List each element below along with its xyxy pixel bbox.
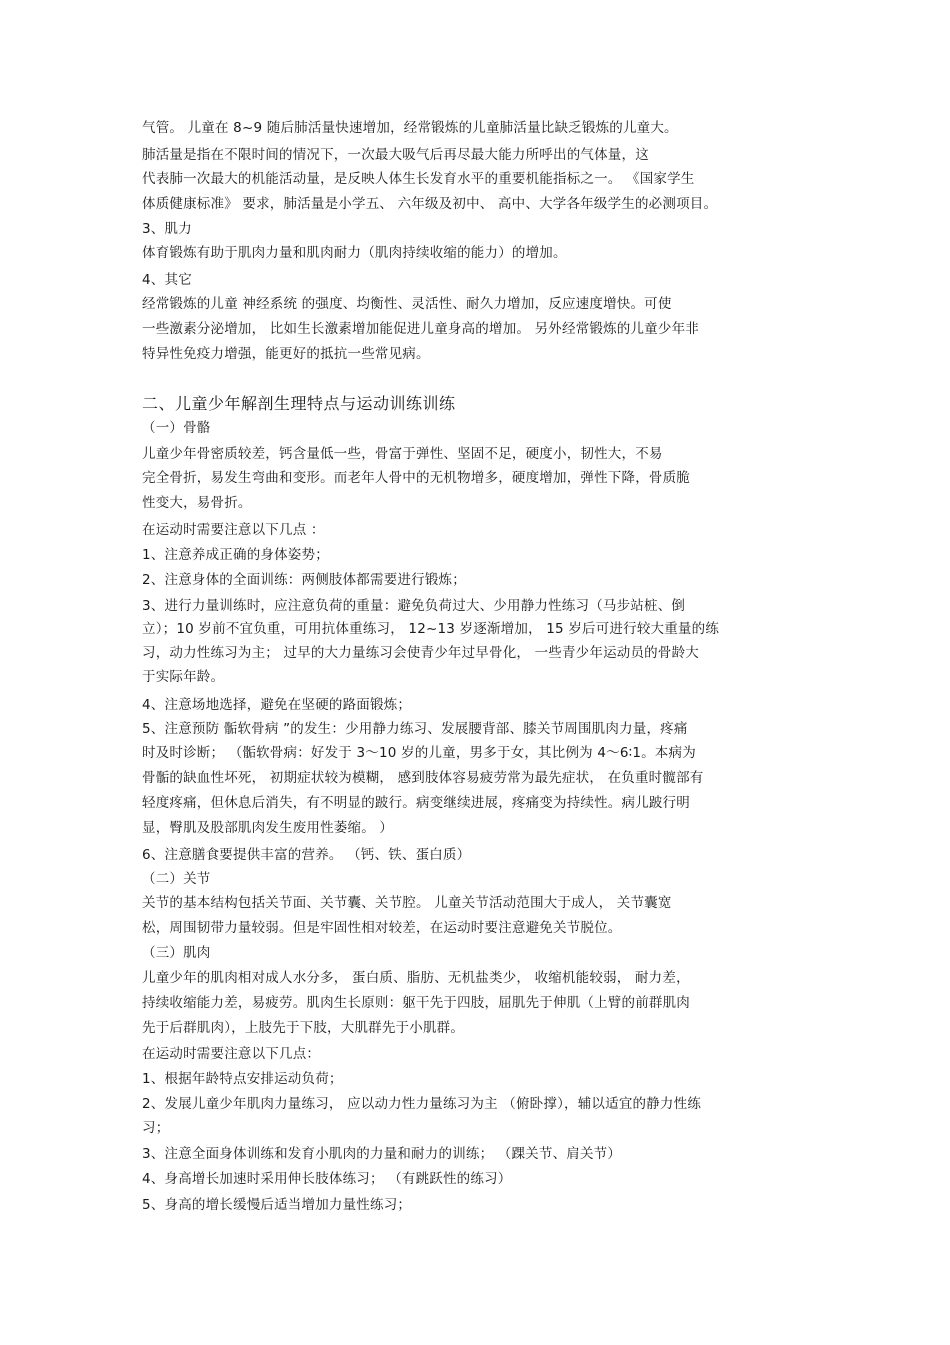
list-item: 1、注意养成正确的身体姿势； [142,547,329,563]
list-item: 4、身高增长加速时采用伸长肢体练习； （有跳跃性的练习） [142,1171,512,1187]
section-heading-4: 4、其它 [142,272,192,288]
chapter-heading: 二、儿童少年解剖生理特点与运动训练训练 [142,394,456,413]
list-item: 2、发展儿童少年肌肉力量练习， 应以动力性力量练习为主 （俯卧撑），辅以适宜的静力性练 [142,1096,702,1112]
text-line: 儿童少年骨密质较差，钙含量低一些，骨富于弹性、坚固不足，硬度小，韧性大，不易 [142,446,663,462]
text-line: 骨骺的缺血性坏死， 初期症状较为模糊， 感到肢体容易疲劳常为最先症状， 在负重时髋部有 [142,770,704,786]
text-line: 松，周围韧带力量较弱。但是牢固性相对较差，在运动时要注意避免关节脱位。 [142,920,622,936]
text-line: 性变大，易骨折。 [142,495,252,511]
text-line: 代表肺一次最大的机能活动量，是反映人体生长发育水平的重要机能指标之一。 《国家学生 [142,171,695,187]
text-line: 先于后群肌肉），上肢先于下肢，大肌群先于小肌群。 [142,1020,465,1036]
text-line: 体育锻炼有助于肌肉力量和肌肉耐力（肌肉持续收缩的能力）的增加。 [142,245,567,261]
text-line: 在运动时需要注意以下几点： [142,1046,321,1062]
list-item: 5、注意预防 骺软骨病 ”的发生：少用静力练习、发展腰背部、膝关节周围肌肉力量，疼痛 [142,721,688,737]
list-item: 3、进行力量训练时，应注意负荷的重量：避免负荷过大、少用静力性练习（马步站桩、倒 [142,598,686,614]
subsection-heading-bones: （一）骨骼 [142,420,211,436]
text-line: 气管。 儿童在 8~9 随后肺活量快速增加，经常锻炼的儿童肺活量比缺乏锻炼的儿童大。 [142,120,678,136]
list-item: 6、注意膳食要提供丰富的营养。 （钙、铁、蛋白质） [142,847,471,863]
list-item: 5、身高的增长缓慢后适当增加力量性练习； [142,1197,412,1213]
text-line: 在运动时需要注意以下几点 ： [142,522,325,538]
list-item: 4、注意场地选择，避免在坚硬的路面锻炼； [142,697,412,713]
text-line: 完全骨折，易发生弯曲和变形。而老年人骨中的无机物增多，硬度增加，弹性下降，骨质脆 [142,470,690,486]
text-line: 特异性免疫力增强，能更好的抵抗一些常见病。 [142,346,430,362]
text-line: 时及时诊断； （骺软骨病：好发于 3～10 岁的儿童，男多于女，其比例为 4～6∶1。本病为 [142,745,696,761]
text-line: 儿童少年的肌肉相对成人水分多， 蛋白质、脂肪、无机盐类少， 收缩机能较弱， 耐力差， [142,970,690,986]
subsection-heading-muscles: （三）肌肉 [142,945,211,961]
text-line: 轻度疼痛，但休息后消失，有不明显的跛行。病变继续进展，疼痛变为持续性。病儿跛行明 [142,795,690,811]
text-line: 一些激素分泌增加， 比如生长激素增加能促进儿童身高的增加。 另外经常锻炼的儿童少年非 [142,321,699,337]
text-line: 经常锻炼的儿童 神经系统 的强度、均衡性、灵活性、耐久力增加，反应速度增快。可使 [142,296,672,312]
text-line: 习； [142,1120,170,1136]
section-heading-3: 3、肌力 [142,221,192,237]
list-item: 1、根据年龄特点安排运动负荷； [142,1071,343,1087]
text-line: 习，动力性练习为主； 过早的大力量练习会使青少年过早骨化， 一些青少年运动员的骨龄大 [142,645,699,661]
text-line: 显，臀肌及股部肌肉发生废用性萎缩。 ） [142,820,394,836]
text-line: 关节的基本结构包括关节面、关节囊、关节腔。 儿童关节活动范围大于成人， 关节囊宽 [142,895,672,911]
subsection-heading-joints: （二）关节 [142,871,211,887]
list-item: 2、注意身体的全面训练：两侧肢体都需要进行锻炼； [142,572,466,588]
text-line: 立）；10 岁前不宜负重，可用抗体重练习， 12~13 岁逐渐增加， 15 岁后可进行较大重量的练 [142,621,720,637]
text-line: 体质健康标准》 要求，肺活量是小学五、 六年级及初中、 高中、大学各年级学生的必测项目。 [142,196,718,212]
text-line: 持续收缩能力差，易疲劳。肌肉生长原则：躯干先于四肢，屈肌先于伸肌（上臂的前群肌肉 [142,995,690,1011]
text-line: 肺活量是指在不限时间的情况下，一次最大吸气后再尽最大能力所呼出的气体量，这 [142,147,649,163]
text-line: 于实际年龄。 [142,669,225,685]
list-item: 3、注意全面身体训练和发育小肌肉的力量和耐力的训练； （踝关节、肩关节） [142,1146,622,1162]
